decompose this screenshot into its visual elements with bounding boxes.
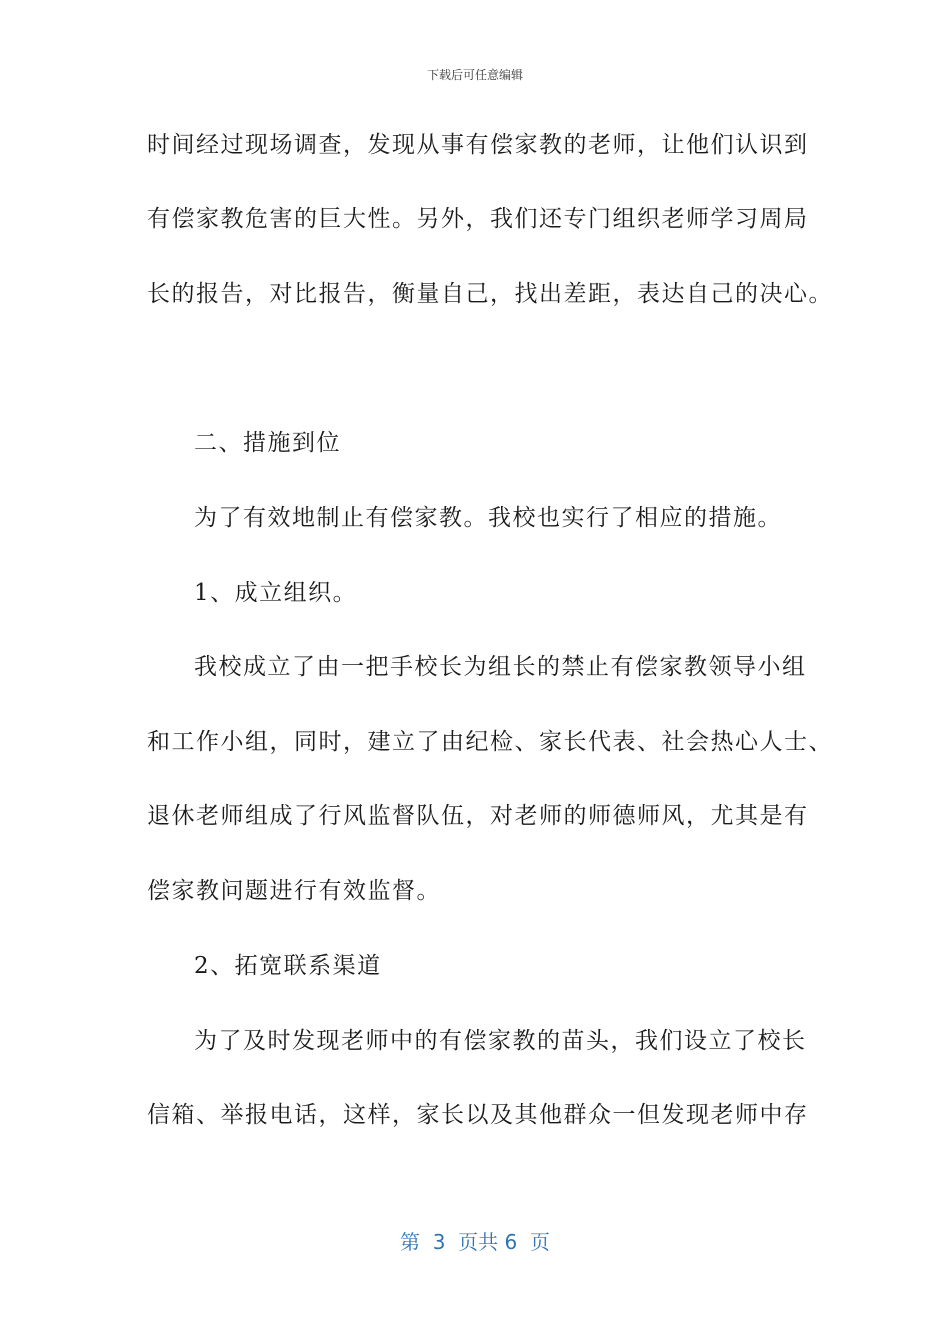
paragraph-line: 时间经过现场调查，发现从事有偿家教的老师，让他们认识到 (147, 132, 809, 158)
paragraph-line: 退休老师组成了行风监督队伍，对老师的师德师风，尤其是有 (147, 803, 809, 829)
paragraph-line: 我校成立了由一把手校长为组长的禁止有偿家教领导小组 (194, 654, 807, 680)
paragraph-line: 长的报告，对比报告，衡量自己，找出差距，表达自己的决心。 (147, 281, 833, 307)
header-note: 下载后可任意编辑 (426, 68, 523, 82)
paragraph-line: 有偿家教危害的巨大性。另外，我们还专门组织老师学习周局 (147, 206, 809, 232)
subsection-heading: 1、成立组织。 (194, 580, 358, 606)
paragraph-line: 和工作小组，同时，建立了由纪检、家长代表、社会热心人士、 (147, 729, 833, 755)
subsection-heading: 2、拓宽联系渠道 (194, 953, 382, 979)
paragraph-line: 偿家教问题进行有效监督。 (147, 878, 441, 904)
section-heading: 二、措施到位 (194, 430, 341, 456)
paragraph-line: 为了有效地制止有偿家教。我校也实行了相应的措施。 (194, 505, 782, 531)
paragraph-line: 信箱、举报电话，这样，家长以及其他群众一但发现老师中存 (147, 1102, 809, 1128)
paragraph-line: 为了及时发现老师中的有偿家教的苗头，我们设立了校长 (194, 1028, 807, 1054)
page-number-footer: 第 3 页共 6 页 (400, 1230, 550, 1254)
